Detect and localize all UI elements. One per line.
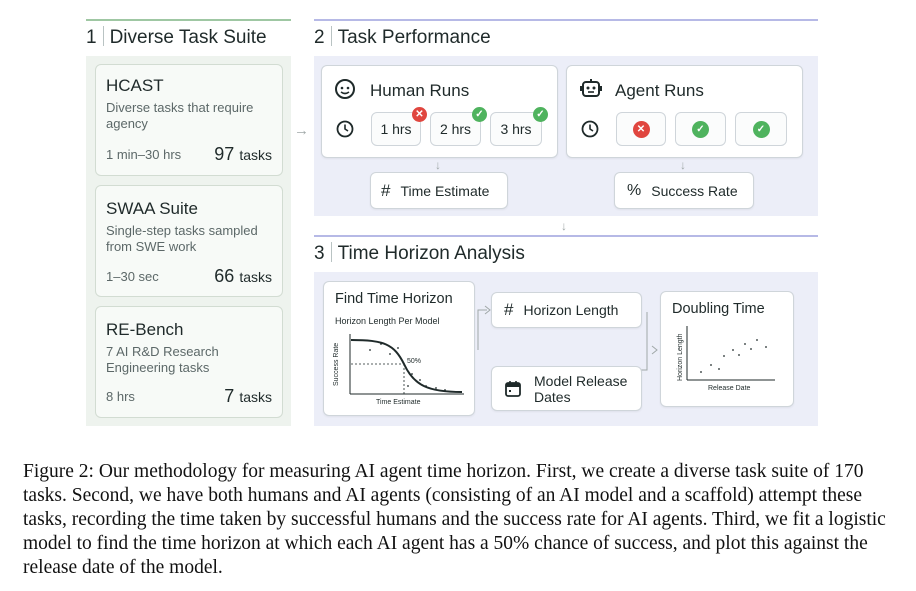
section1-title: Diverse Task Suite bbox=[109, 27, 267, 48]
time-estimate-box bbox=[370, 172, 508, 209]
section2-title: Task Performance bbox=[337, 27, 491, 48]
pass-icon: ✓ bbox=[753, 121, 770, 138]
human-run-pill bbox=[430, 109, 484, 146]
human-face-icon bbox=[334, 78, 356, 105]
arrow-down-icon: ↓ bbox=[680, 158, 686, 172]
section1-number: 1 bbox=[86, 27, 97, 48]
find-y-axis-label: Success Rate bbox=[333, 342, 340, 386]
suite-time-range: 8 hrs bbox=[106, 389, 135, 404]
success-rate-box bbox=[614, 172, 754, 209]
doubling-y-axis-label: Horizon Length bbox=[677, 333, 684, 381]
section1-rule bbox=[86, 19, 291, 21]
section1-heading bbox=[86, 26, 267, 49]
human-runs-title: Human Runs bbox=[370, 81, 470, 100]
calendar-icon bbox=[505, 380, 521, 397]
logistic-curve-plot bbox=[324, 282, 476, 417]
find-marker-label: 50% bbox=[407, 358, 422, 365]
section3-heading bbox=[314, 242, 525, 265]
suite-task-count: 66 tasks bbox=[214, 266, 272, 286]
fail-icon: ✕ bbox=[633, 121, 650, 138]
horizon-length-box bbox=[491, 292, 642, 328]
suite-description: Diverse tasks that require agency bbox=[106, 100, 254, 131]
time-estimate-label: Time Estimate bbox=[400, 182, 490, 199]
suite-card-swaa bbox=[95, 185, 283, 297]
pass-icon: ✓ bbox=[533, 107, 548, 122]
hash-icon: # bbox=[504, 300, 514, 319]
clock-icon bbox=[336, 120, 354, 143]
suite-title: SWAA Suite bbox=[106, 199, 198, 218]
find-x-axis-label: Time Estimate bbox=[376, 399, 421, 406]
arrow-right-icon: → bbox=[294, 122, 309, 139]
human-run-pill bbox=[490, 109, 545, 146]
suite-card-rebench bbox=[95, 306, 283, 418]
suite-description: 7 AI R&D Research Engineering tasks bbox=[106, 344, 219, 375]
suite-task-count: 97 tasks bbox=[214, 144, 272, 164]
success-rate-label: Success Rate bbox=[651, 182, 738, 199]
doubling-title: Doubling Time bbox=[672, 301, 765, 317]
suite-description: Single-step tasks sampled from SWE work bbox=[106, 223, 258, 254]
human-run-time: 2 hrs bbox=[439, 121, 472, 137]
suite-time-range: 1 min–30 hrs bbox=[106, 147, 182, 162]
human-run-pill bbox=[371, 109, 424, 146]
clock-icon bbox=[581, 120, 599, 143]
agent-run-pill bbox=[616, 112, 666, 146]
suite-time-range: 1–30 sec bbox=[106, 269, 159, 284]
suite-task-count: 7 tasks bbox=[224, 386, 272, 406]
fail-icon: ✕ bbox=[412, 107, 427, 122]
figure-caption: Figure 2: Our methodology for measuring AI agent time horizon. First, we create a diverse task suite of 170 tasks. Second, we have both humans and AI agents (consisting of an AI model and a scaffold) attempt these tasks, recording the time taken by successful humans and the success rate for AI agents. Third, we fit a logistic model to find the time horizon at which each AI agent has a 50% chance of success, and plot this against the release date of the model. bbox=[23, 461, 886, 578]
doubling-x-axis-label: Release Date bbox=[708, 385, 751, 392]
find-time-horizon-card bbox=[323, 281, 475, 416]
horizon-length-label: Horizon Length bbox=[523, 302, 619, 318]
human-run-time: 1 hrs bbox=[380, 121, 412, 137]
human-run-time: 3 hrs bbox=[500, 121, 532, 137]
section3-rule bbox=[314, 235, 818, 237]
human-runs-card bbox=[321, 65, 558, 158]
suite-card-hcast bbox=[95, 64, 283, 176]
pass-icon: ✓ bbox=[692, 121, 709, 138]
agent-runs-card bbox=[566, 65, 803, 158]
suite-title: RE-Bench bbox=[106, 320, 184, 339]
model-release-box bbox=[491, 366, 642, 411]
section3-title: Time Horizon Analysis bbox=[337, 243, 525, 264]
arrow-down-icon: ↓ bbox=[435, 158, 441, 172]
robot-icon bbox=[579, 78, 603, 105]
agent-run-pill bbox=[735, 112, 787, 146]
agent-runs-title: Agent Runs bbox=[615, 81, 704, 100]
percent-icon: % bbox=[627, 181, 642, 199]
doubling-time-card bbox=[660, 291, 794, 407]
arrow-down-icon: ↓ bbox=[561, 219, 567, 233]
section2-number: 2 bbox=[314, 27, 325, 48]
section3-number: 3 bbox=[314, 243, 325, 264]
model-release-label: Model Release Dates bbox=[534, 372, 628, 405]
suite-title: HCAST bbox=[106, 76, 164, 95]
section2-heading bbox=[314, 26, 491, 49]
hash-icon: # bbox=[381, 180, 391, 200]
find-subtitle: Horizon Length Per Model bbox=[335, 316, 440, 326]
section2-rule bbox=[314, 19, 818, 21]
pass-icon: ✓ bbox=[472, 107, 487, 122]
find-title: Find Time Horizon bbox=[335, 291, 453, 307]
agent-run-pill bbox=[675, 112, 726, 146]
